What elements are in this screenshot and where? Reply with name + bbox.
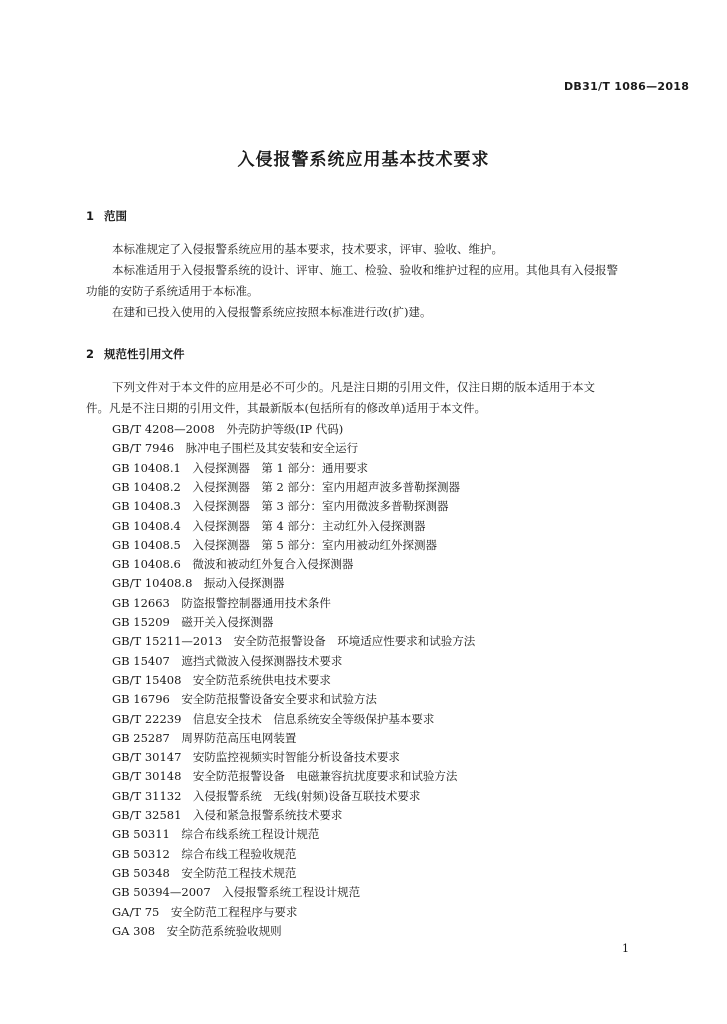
scope-paragraph-2: 本标准适用于入侵报警系统的设计、评审、施工、检验、验收和维护过程的应用。其他具有入侵报警 (112, 263, 618, 277)
reference-item (112, 865, 296, 881)
reference-item (112, 653, 342, 669)
reference-code: GB 15407 (112, 653, 170, 668)
reference-item (112, 672, 331, 688)
reference-title: 外壳防护等级(IP 代码) (226, 422, 344, 436)
reference-title: 入侵探测器 第 3 部分：室内用微波多普勒探测器 (192, 499, 449, 514)
reference-code: GB/T 32581 (112, 808, 182, 822)
reference-code: GB 12663 (112, 595, 170, 610)
reference-item (112, 537, 437, 553)
reference-title: 安全防范报警设备安全要求和试验方法 (181, 692, 377, 707)
reference-item (112, 479, 460, 495)
reference-item (112, 904, 297, 920)
reference-item (112, 498, 449, 514)
reference-code: GB/T 4208—2008 (112, 422, 215, 436)
reference-code: GB/T 30147 (112, 750, 182, 765)
reference-title: 安全防范工程技术规范 (181, 865, 297, 880)
reference-code: GB/T 15211—2013 (112, 634, 223, 649)
scope-paragraph-3: 在建和已投入使用的入侵报警系统应按照本标准进行改(扩)建。 (112, 305, 432, 319)
reference-code: GB/T 22239 (112, 711, 182, 726)
reference-item (112, 460, 368, 476)
reference-code: GB 50394—2007 (112, 885, 211, 900)
reference-code: GA 308 (112, 923, 156, 938)
reference-item (112, 826, 319, 842)
reference-title: 安全防范系统验收规则 (166, 923, 282, 938)
reference-item (112, 614, 273, 630)
reference-title: 安防监控视频实时智能分析设备技术要求 (192, 750, 400, 765)
reference-item (112, 846, 296, 862)
section-2-number: 2 (86, 347, 95, 361)
reference-item (112, 768, 457, 784)
section-1-heading (86, 208, 127, 224)
reference-title: 遮挡式微波入侵探测器技术要求 (181, 653, 343, 668)
reference-code: GB 10408.5 (112, 537, 181, 552)
reference-item (112, 730, 296, 746)
reference-item (112, 556, 353, 572)
document-title: 入侵报警系统应用基本技术要求 (237, 150, 490, 170)
reference-title: 信息安全技术 信息系统安全等级保护基本要求 (192, 711, 435, 726)
reference-item (112, 421, 343, 437)
references-intro-line-1: 下列文件对于本文件的应用是必不可少的。凡是注日期的引用文件，仅注日期的版本适用于本文 (112, 380, 595, 394)
section-1-title: 范围 (104, 209, 127, 223)
reference-code: GB/T 30148 (112, 769, 182, 784)
reference-code: GB 10408.3 (112, 499, 181, 514)
references-intro-line-2: 件。凡是不注日期的引用文件，其最新版本(包括所有的修改单)适用于本文件。 (86, 401, 486, 415)
reference-code: GB 10408.4 (112, 518, 181, 533)
reference-item (112, 518, 426, 534)
reference-code: GB/T 31132 (112, 788, 182, 803)
reference-code: GB 15209 (112, 615, 170, 629)
reference-title: 防盗报警控制器通用技术条件 (181, 595, 331, 610)
reference-item (112, 807, 342, 823)
reference-code: GB/T 15408 (112, 672, 182, 687)
reference-title: 综合布线系统工程设计规范 (181, 827, 320, 842)
reference-code: GB/T 10408.8 (112, 576, 193, 591)
reference-title: 入侵报警系统 无线(射频)设备互联技术要求 (192, 788, 421, 803)
reference-title: 入侵报警系统工程设计规范 (222, 885, 361, 900)
reference-title: 入侵探测器 第 5 部分：室内用被动红外探测器 (192, 537, 437, 552)
scope-paragraph-2-continued: 功能的安防子系统适用于本标准。 (86, 284, 259, 298)
reference-item (112, 711, 434, 727)
reference-item (112, 884, 360, 900)
page-number: 1 (622, 942, 629, 955)
reference-code: GB 10408.2 (112, 479, 181, 494)
reference-item (112, 923, 282, 939)
reference-item (112, 633, 475, 649)
reference-item (112, 440, 358, 456)
reference-code: GB 10408.6 (112, 557, 181, 572)
reference-code: GB/T 7946 (112, 441, 175, 456)
reference-title: 微波和被动红外复合入侵探测器 (192, 557, 354, 572)
reference-code: GB 16796 (112, 692, 170, 707)
scope-paragraph-1: 本标准规定了入侵报警系统应用的基本要求，技术要求，评审、验收、维护。 (112, 242, 503, 256)
reference-item (112, 595, 331, 611)
reference-title: 安全防范报警设备 环境适应性要求和试验方法 (233, 634, 476, 649)
reference-title: 入侵探测器 第 4 部分：主动红外入侵探测器 (192, 518, 426, 533)
reference-item (112, 575, 284, 591)
reference-code: GB 50312 (112, 846, 170, 861)
reference-code: GB 50311 (112, 827, 170, 842)
reference-title: 周界防范高压电网装置 (181, 730, 297, 745)
section-2-title: 规范性引用文件 (104, 347, 185, 361)
reference-title: 磁开关入侵探测器 (181, 615, 274, 629)
reference-code: GB 25287 (112, 730, 170, 745)
reference-title: 安全防范报警设备 电磁兼容抗扰度要求和试验方法 (192, 769, 458, 784)
reference-code: GA/T 75 (112, 904, 160, 919)
reference-title: 安全防范工程程序与要求 (170, 904, 298, 919)
standard-code: DB31/T 1086—2018 (564, 80, 690, 93)
reference-item (112, 691, 377, 707)
reference-title: 脉冲电子围栏及其安装和安全运行 (185, 441, 359, 456)
reference-item (112, 788, 420, 804)
reference-item (112, 749, 400, 765)
section-2-heading (86, 346, 185, 362)
reference-title: 安全防范系统供电技术要求 (192, 672, 331, 687)
reference-title: 综合布线工程验收规范 (181, 846, 297, 861)
section-1-number: 1 (86, 209, 95, 223)
reference-code: GB 10408.1 (112, 460, 181, 475)
reference-title: 入侵和紧急报警系统技术要求 (192, 808, 343, 822)
reference-title: 入侵探测器 第 1 部分：通用要求 (192, 460, 368, 475)
reference-title: 振动入侵探测器 (203, 576, 285, 591)
reference-code: GB 50348 (112, 865, 170, 880)
reference-title: 入侵探测器 第 2 部分：室内用超声波多普勒探测器 (192, 479, 460, 494)
